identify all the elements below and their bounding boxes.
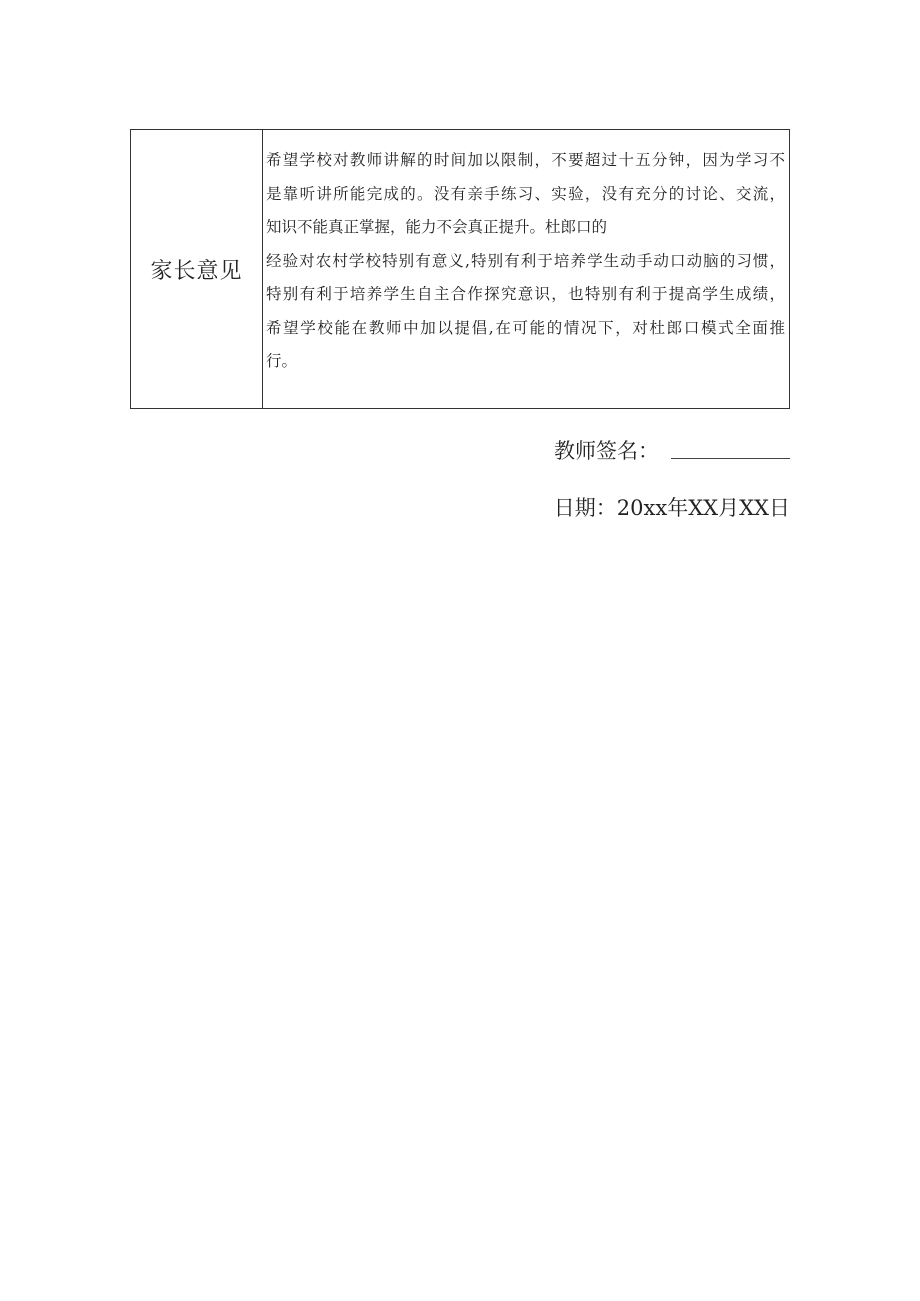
parent-opinion-content [263, 130, 789, 408]
opinion-line: 特别有利于培养学生自主合作探究意识，也特别有利于提高学生成绩， [266, 285, 785, 303]
teacher-signature-line [671, 458, 790, 459]
opinion-line: 经验对农村学校特别有意义,特别有利于培养学生动手动口动脑的习惯， [266, 251, 785, 270]
opinion-line: 是靠听讲所能完成的。没有亲手练习、实验，没有充分的讨论、交流， [266, 184, 785, 203]
opinion-line: 希望学校能在教师中加以提倡,在可能的情况下，对杜郎口模式全面推 [266, 318, 785, 337]
date-field: 日期：20xx年XX月XX日 [553, 496, 790, 520]
parent-opinion-table [130, 129, 790, 409]
opinion-line: 希望学校对教师讲解的时间加以限制，不要超过十五分钟，因为学习不 [266, 151, 785, 169]
teacher-signature-row [554, 434, 790, 464]
opinion-line: 行。 [266, 352, 298, 370]
opinion-line: 知识不能真正掌握，能力不会真正提升。杜郎口的 [266, 218, 608, 236]
parent-opinion-label: 家长意见 [131, 130, 263, 408]
teacher-signature-label: 教师签名： [554, 439, 659, 463]
